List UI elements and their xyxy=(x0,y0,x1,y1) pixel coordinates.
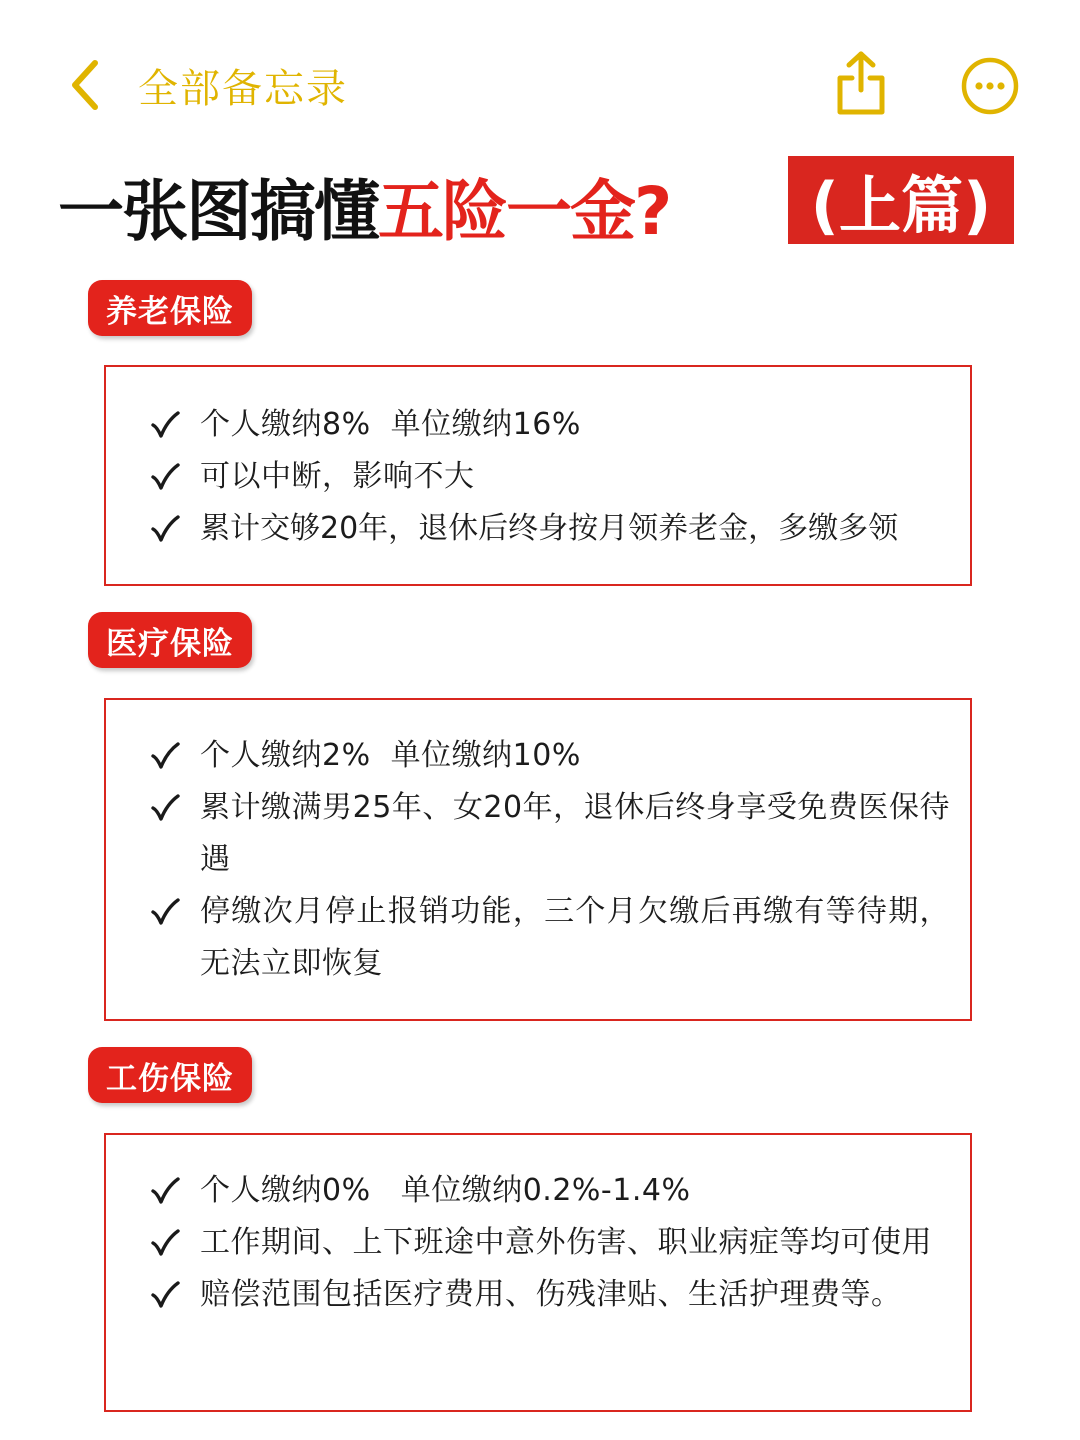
item-text: 赔偿范围包括医疗费用、伤残津贴、生活护理费等。 xyxy=(200,1277,902,1312)
item-text: 个人缴纳0% 单位缴纳0.2%-1.4% xyxy=(200,1173,691,1208)
list-item xyxy=(150,399,950,451)
chevron-left-icon xyxy=(70,59,100,111)
item-text: 累计交够20年，退休后终身按月领养老金，多缴多领 xyxy=(200,511,899,546)
card-injury xyxy=(104,1133,972,1412)
title-tag: (上篇) xyxy=(788,156,1014,244)
more-icon xyxy=(960,56,1020,116)
card-list xyxy=(150,1165,950,1321)
check-icon xyxy=(150,886,184,938)
check-icon xyxy=(150,503,184,555)
item-text: 停缴次月停止报销功能，三个月欠缴后再缴有等待期，无法立即恢复 xyxy=(200,894,950,981)
card-list xyxy=(150,730,950,990)
list-item xyxy=(150,451,950,503)
check-icon xyxy=(150,1269,184,1321)
list-item xyxy=(150,1217,950,1269)
section-label-medical: 医疗保险 xyxy=(88,612,252,668)
card-medical xyxy=(104,698,972,1021)
check-icon xyxy=(150,782,184,834)
list-item xyxy=(150,503,950,555)
page-title xyxy=(58,158,670,253)
section-label-injury: 工伤保险 xyxy=(88,1047,252,1103)
section-label-pension: 养老保险 xyxy=(88,280,252,336)
list-item xyxy=(150,782,950,886)
item-text: 个人缴纳2% 单位缴纳10% xyxy=(200,738,581,773)
list-item xyxy=(150,1165,950,1217)
more-button[interactable] xyxy=(960,56,1020,116)
item-text: 可以中断，影响不大 xyxy=(200,459,475,494)
title-row xyxy=(58,152,1028,248)
back-button[interactable] xyxy=(70,54,430,116)
list-item xyxy=(150,1269,950,1321)
share-icon xyxy=(832,50,890,116)
item-text: 工作期间、上下班途中意外伤害、职业病症等均可使用 xyxy=(200,1225,932,1260)
title-black-part: 一张图搞懂 xyxy=(58,173,378,250)
card-pension xyxy=(104,365,972,586)
share-button[interactable] xyxy=(832,50,890,116)
check-icon xyxy=(150,1217,184,1269)
check-icon xyxy=(150,730,184,782)
check-icon xyxy=(150,399,184,451)
title-red-part: 五险一金? xyxy=(378,173,671,250)
list-item xyxy=(150,730,950,782)
check-icon xyxy=(150,451,184,503)
card-list xyxy=(150,399,950,555)
navigation-bar xyxy=(0,40,1080,130)
item-text: 累计缴满男25年、女20年，退休后终身享受免费医保待遇 xyxy=(200,790,950,877)
item-text: 个人缴纳8% 单位缴纳16% xyxy=(200,407,581,442)
list-item xyxy=(150,886,950,990)
back-label: 全部备忘录 xyxy=(138,65,348,112)
check-icon xyxy=(150,1165,184,1217)
